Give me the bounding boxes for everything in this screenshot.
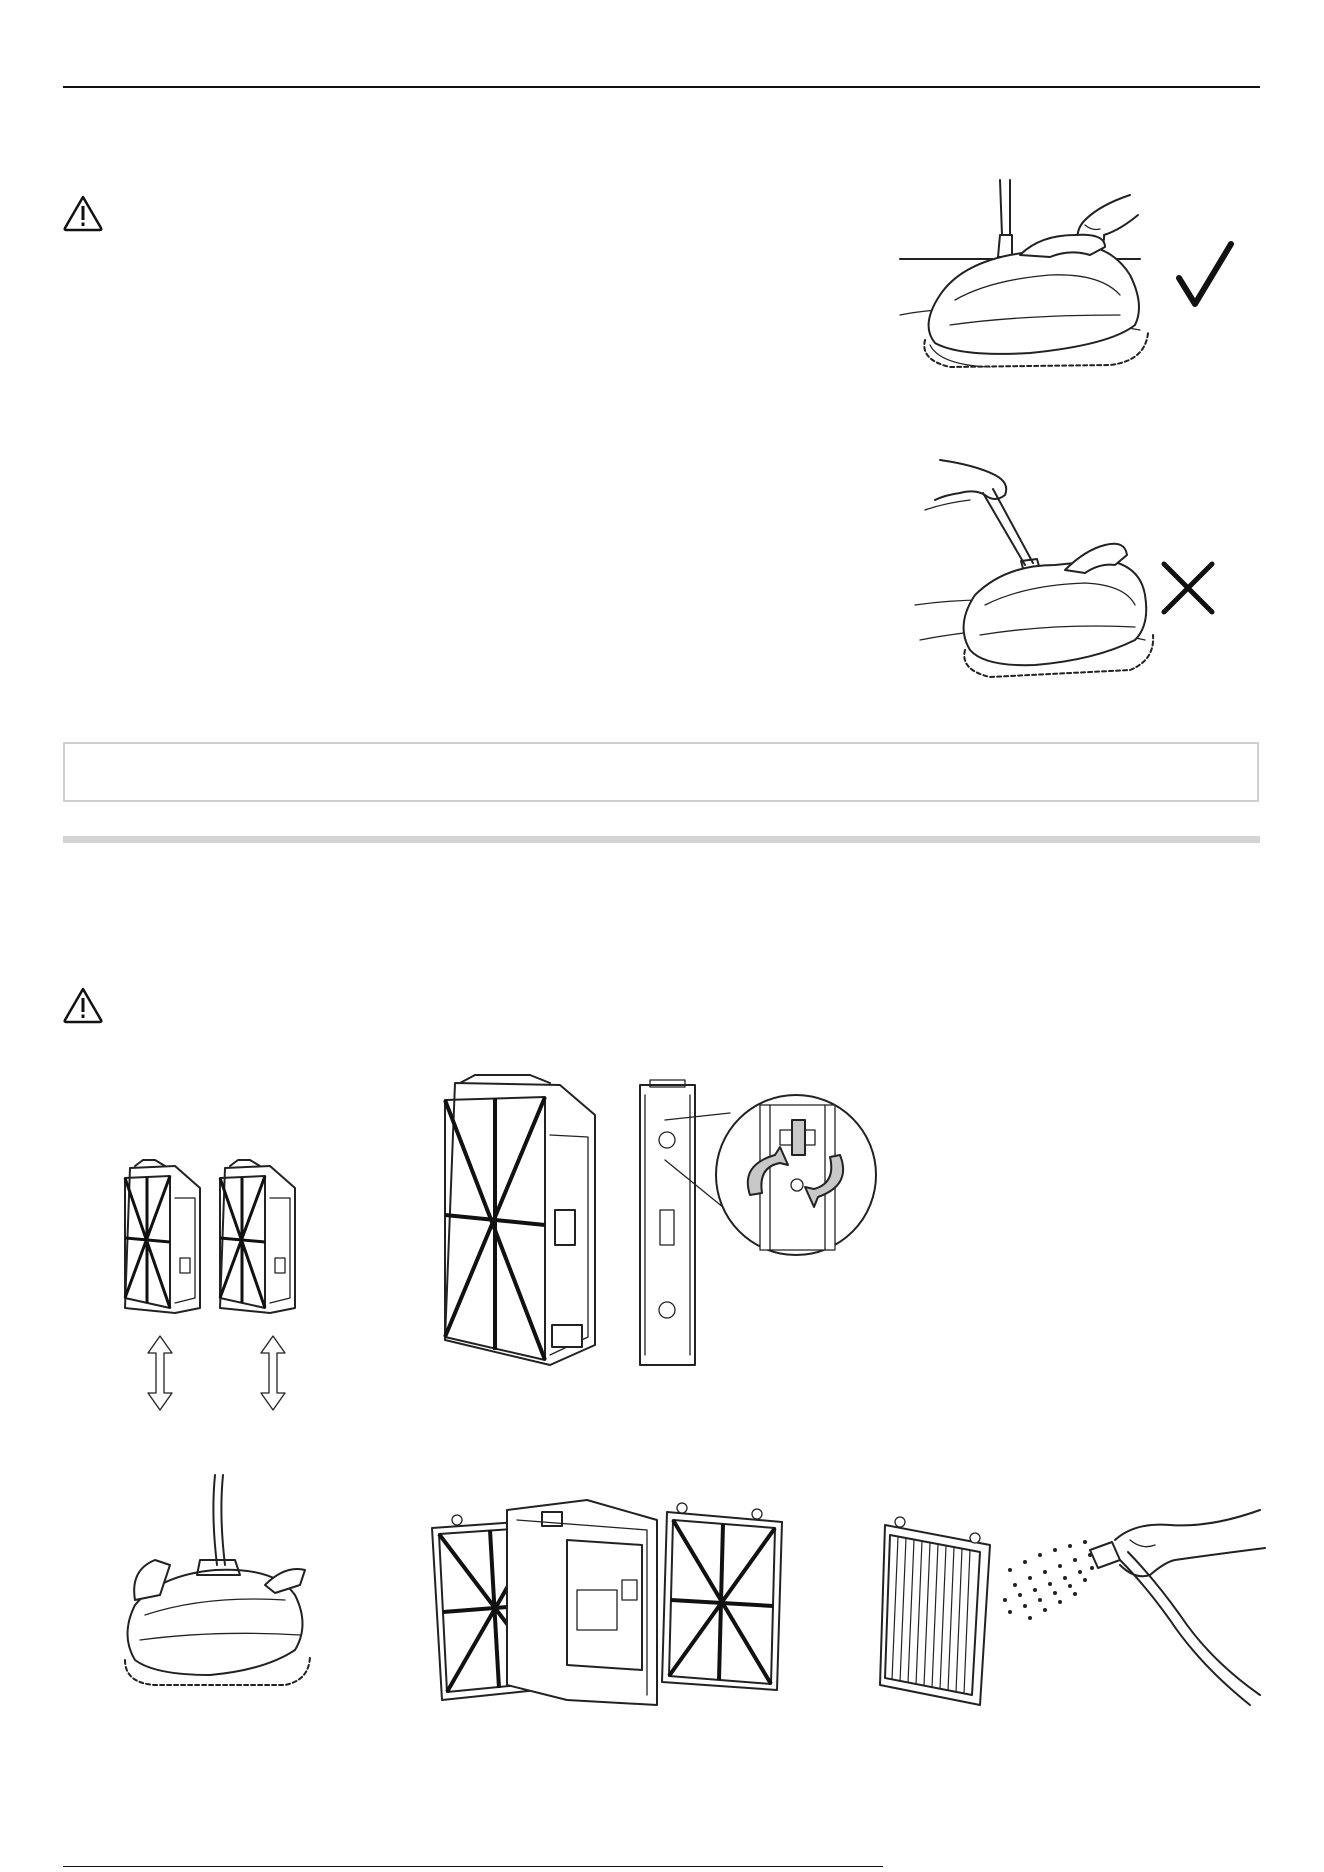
up-down-arrow-icon (261, 1336, 285, 1410)
filter-cartridges-removal-figure (115, 1158, 315, 1418)
header-rule (63, 86, 1260, 88)
check-mark-icon (1175, 240, 1235, 310)
warning-triangle-icon (62, 194, 104, 232)
robot-filter-access-figure (115, 1475, 315, 1700)
note-box (63, 742, 1259, 802)
up-down-arrow-icon (148, 1336, 172, 1410)
filter-rinse-figure (880, 1500, 1265, 1715)
robot-lift-by-handle-figure (900, 175, 1160, 390)
warning-triangle-icon (62, 986, 104, 1024)
footer-rule (63, 1866, 883, 1867)
robot-lift-by-cable-figure (915, 455, 1165, 700)
cross-mark-icon (1160, 560, 1216, 616)
filter-latch-detail-figure (440, 1075, 885, 1375)
section-divider (63, 836, 1260, 843)
filter-disassembly-figure (427, 1500, 792, 1715)
